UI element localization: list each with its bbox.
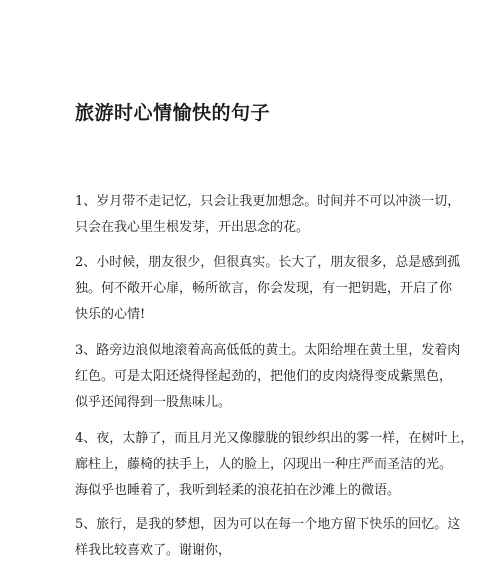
- paragraph-1: [75, 189, 461, 241]
- paragraph-5: [75, 512, 461, 564]
- paragraph-line: 4、夜，太静了，而且月光又像朦胧的银纱织出的雾一样，在树叶上，: [75, 431, 474, 446]
- paragraph-line: 1、岁月带不走记忆，只会让我更加想念。时间并不可以冲淡一切，: [75, 194, 461, 209]
- paragraph-line: 独。何不敞开心扉，畅所欲言，你会发现，有一把钥匙，开启了你: [75, 281, 453, 296]
- paragraph-3: [75, 338, 461, 416]
- paragraph-line: 5、旅行，是我的梦想，因为可以在每一个地方留下快乐的回忆。这: [75, 517, 461, 532]
- paragraph-line: 2、小时候，朋友很少，但很真实。长大了，朋友很多，总是感到孤: [75, 255, 461, 270]
- paragraph-2: [75, 250, 461, 328]
- paragraph-line: 只会在我心里生根发芽，开出思念的花。: [75, 220, 310, 235]
- paragraph-4: [75, 426, 474, 504]
- document-title: 旅游时心情愉快的句子: [75, 102, 271, 124]
- paragraph-line: 样我比较喜欢了。谢谢你，: [75, 543, 232, 558]
- paragraph-line: 红色。可是太阳还烧得怪起劲的，把他们的皮肉烧得变成紫黑色，: [75, 369, 453, 384]
- paragraph-line: 快乐的心情!: [75, 307, 146, 322]
- paragraph-line: 廊柱上，藤椅的扶手上，人的脸上，闪现出一种庄严而圣洁的光。: [75, 457, 453, 472]
- paragraph-line: 似乎还闻得到一股焦味儿。: [75, 395, 232, 410]
- paragraph-line: 海似乎也睡着了，我听到轻柔的浪花拍在沙滩上的微语。: [75, 483, 401, 498]
- paragraph-line: 3、路旁边浪似地滚着高高低低的黄土。太阳给埋在黄土里，发着肉: [75, 343, 461, 358]
